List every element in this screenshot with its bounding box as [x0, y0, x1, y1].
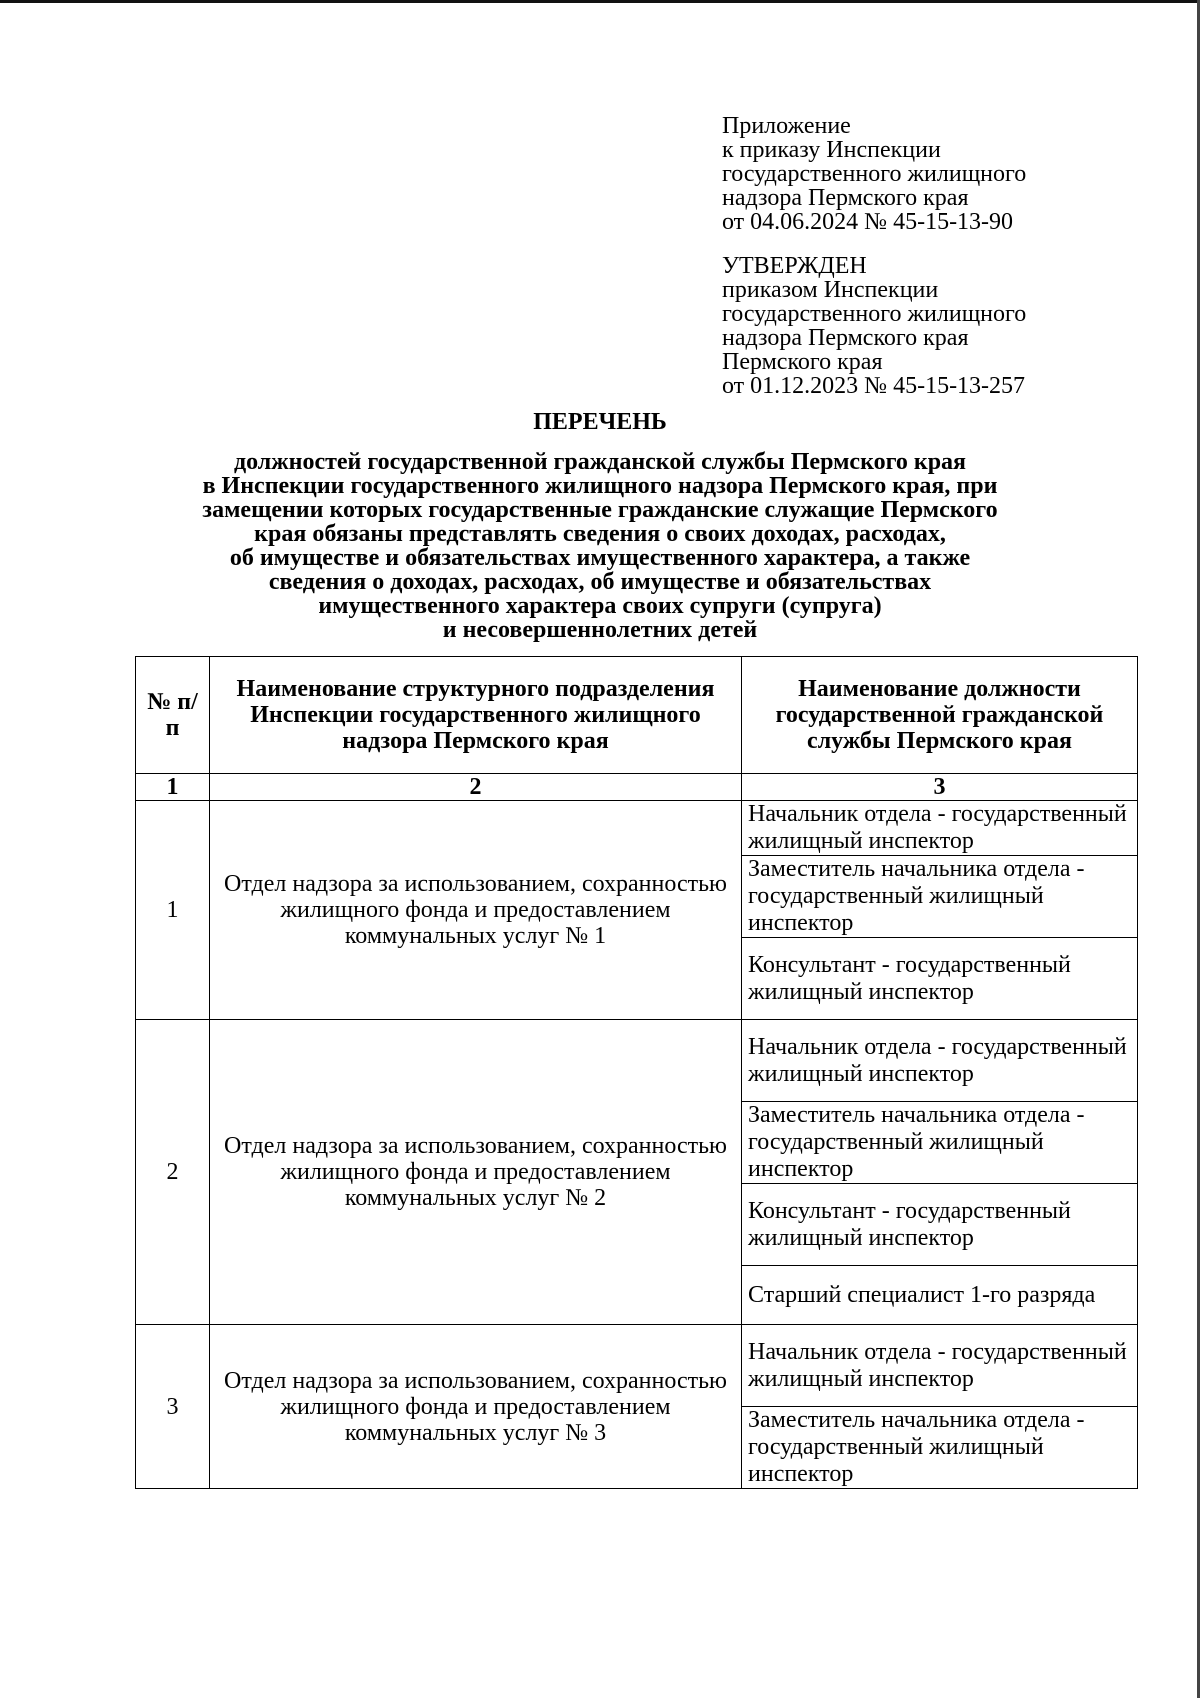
appendix-note — [722, 114, 1026, 234]
position-name: Заместитель начальника отдела - государственный жилищный инспектор — [742, 856, 1138, 938]
column-index: 1 — [136, 774, 210, 801]
appendix-line: Приложение — [722, 113, 851, 139]
appendix-line: надзора Пермского края — [722, 185, 969, 211]
table-row — [136, 1020, 1138, 1102]
column-index: 2 — [210, 774, 742, 801]
document-title: ПЕРЕЧЕНЬ — [533, 409, 667, 435]
approval-stamp-text — [722, 254, 1026, 398]
approval-line: Пермского края — [722, 349, 883, 375]
appendix-line: от 04.06.2024 № 45-15-13-90 — [722, 209, 1014, 235]
department-name: Отдел надзора за использованием, сохранностью жилищного фонда и предоставлением коммунальных услуг № 1 — [210, 801, 742, 1020]
approval-line: приказом Инспекции — [722, 277, 939, 303]
position-name: Консультант - государственный жилищный инспектор — [742, 1184, 1138, 1266]
subtitle-line: сведения о доходах, расходах, об имуществе и обязательствах — [268, 569, 932, 595]
approval-line: от 01.12.2023 № 45-15-13-257 — [722, 373, 1026, 399]
subtitle-line: в Инспекции государственного жилищного надзора Пермского края, при — [202, 473, 998, 499]
header-number: № п/п — [136, 657, 210, 774]
approval-line: надзора Пермского края — [722, 325, 969, 351]
column-index: 3 — [742, 774, 1138, 801]
position-name: Консультант - государственный жилищный инспектор — [742, 938, 1138, 1020]
position-name: Заместитель начальника отдела - государственный жилищный инспектор — [742, 1102, 1138, 1184]
positions-table — [135, 656, 1138, 1489]
approval-line: УТВЕРЖДЕН — [722, 253, 867, 279]
department-name: Отдел надзора за использованием, сохранностью жилищного фонда и предоставлением коммунальных услуг № 2 — [210, 1020, 742, 1325]
subtitle-line: края обязаны представлять сведения о своих доходах, расходах, — [254, 521, 946, 547]
row-number: 3 — [136, 1325, 210, 1489]
appendix-line: государственного жилищного — [722, 161, 1027, 187]
table-row — [136, 1325, 1138, 1407]
position-name: Начальник отдела - государственный жилищный инспектор — [742, 1325, 1138, 1407]
header-position: Наименование должности государственной гражданской службы Пермского края — [742, 657, 1138, 774]
subtitle-line: замещении которых государственные гражданские служащие Пермского — [202, 497, 998, 523]
position-name: Старший специалист 1-го разряда — [742, 1266, 1138, 1325]
approval-line: государственного жилищного — [722, 301, 1027, 327]
subtitle-line: должностей государственной гражданской службы Пермского края — [233, 449, 967, 475]
column-index-row — [136, 774, 1138, 801]
position-name: Заместитель начальника отдела - государственный жилищный инспектор — [742, 1407, 1138, 1489]
subtitle-line: об имуществе и обязательствах имущественного характера, а также — [229, 545, 971, 571]
department-name: Отдел надзора за использованием, сохранностью жилищного фонда и предоставлением коммунальных услуг № 3 — [210, 1325, 742, 1489]
document-subtitle — [120, 450, 1080, 642]
subtitle-line: и несовершеннолетних детей — [442, 617, 758, 643]
row-number: 1 — [136, 801, 210, 1020]
table-row — [136, 801, 1138, 856]
position-name: Начальник отдела - государственный жилищный инспектор — [742, 801, 1138, 856]
row-number: 2 — [136, 1020, 210, 1325]
scan-top-edge — [0, 0, 1200, 3]
header-department: Наименование структурного подразделения Инспекции государственного жилищного надзора Пермского края — [210, 657, 742, 774]
appendix-line: к приказу Инспекции — [722, 137, 941, 163]
subtitle-line: имущественного характера своих супруги (супруга) — [318, 593, 882, 619]
position-name: Начальник отдела - государственный жилищный инспектор — [742, 1020, 1138, 1102]
table-header-row — [136, 657, 1138, 774]
